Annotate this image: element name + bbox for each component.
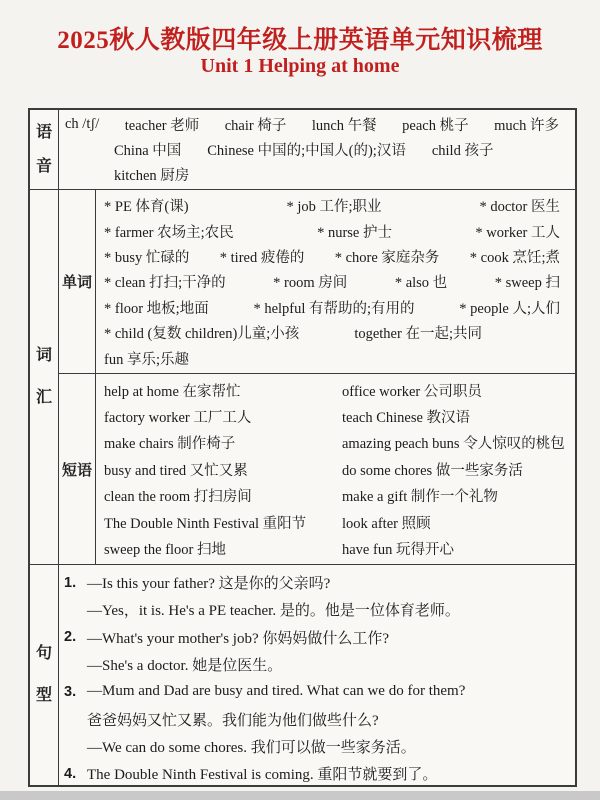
- row-phonics: [30, 110, 575, 189]
- subrow-phrases: [59, 373, 575, 564]
- sentence-line: The Double Ninth Festival is coming. 重阳节就要到了。: [87, 767, 438, 784]
- sentence-line-row: [64, 569, 567, 596]
- word-line: [104, 218, 560, 243]
- row-sentences: [30, 564, 575, 785]
- phrase-row: [104, 535, 565, 561]
- phrase-row: [104, 403, 565, 429]
- sentence-number: 4.: [64, 765, 77, 782]
- phrase-item: busy and tired 又忙又累: [104, 462, 248, 479]
- phrase-row: [104, 377, 565, 403]
- sentence-item: [64, 760, 567, 785]
- word-item: * room 房间: [273, 275, 348, 292]
- phonics-lead: ch /tʃ/: [65, 116, 100, 132]
- phonics-item: peach 桃子: [402, 118, 469, 134]
- phrase-row: [104, 509, 565, 535]
- phrase-item: make a gift 制作一个礼物: [342, 489, 498, 506]
- word-item: * chore 家庭杂务: [334, 249, 440, 266]
- word-item: * busy 忙碌的: [104, 249, 190, 266]
- page-subtitle: Unit 1 Helping at home: [200, 55, 400, 77]
- phrase-item: have fun 玩得开心: [342, 542, 454, 559]
- phrase-item: The Double Ninth Festival 重阳节: [104, 515, 307, 532]
- phrase-row: [104, 483, 565, 509]
- word-item: * nurse 护士: [317, 224, 392, 241]
- sentence-item: [64, 624, 567, 679]
- row-label-vocab-text: 词汇: [35, 347, 52, 406]
- page-title: 2025秋人教版四年级上册英语单元知识梳理: [57, 27, 543, 54]
- phonics-item: much 许多: [494, 118, 559, 134]
- word-line: [104, 320, 560, 345]
- word-line: [104, 244, 560, 269]
- phonics-item: kitchen 厨房: [114, 168, 190, 184]
- sentence-line-row: [64, 678, 567, 705]
- word-item: * sweep 扫: [494, 275, 560, 292]
- phrase-item: sweep the floor 扫地: [104, 542, 227, 559]
- bottom-strip: [0, 791, 600, 800]
- phrase-item: clean the room 打扫房间: [104, 489, 252, 506]
- word-item: * people 人;人们: [459, 300, 560, 317]
- word-item: * floor 地板;地面: [104, 300, 209, 317]
- row-label-vocab: [30, 190, 59, 564]
- sentence-line: —What's your mother's job? 你妈妈做什么工作?: [87, 630, 390, 647]
- word-line: [104, 193, 560, 218]
- phrase-row: [104, 430, 565, 456]
- sentence-line: —She's a doctor. 她是位医生。: [87, 658, 283, 675]
- word-item: * tired 疲倦的: [219, 249, 305, 266]
- row-label-sentences: [30, 565, 59, 785]
- phrase-item: make chairs 制作椅子: [104, 436, 236, 453]
- subrow-words: [59, 190, 575, 373]
- word-item: fun 享乐;乐趣: [104, 351, 189, 368]
- phonics-item: teacher 老师: [124, 118, 200, 134]
- sentence-line-row: [64, 596, 567, 623]
- sentence-line-row: [64, 733, 567, 760]
- word-line: [104, 269, 560, 294]
- word-item: * cook 烹饪;煮: [469, 249, 560, 266]
- word-item: * worker 工人: [475, 224, 560, 241]
- word-item: * PE 体育(课): [104, 199, 189, 216]
- sentence-line: 爸爸妈妈又忙又累。我们能为他们做些什么?: [87, 712, 379, 729]
- knowledge-table: [28, 108, 577, 787]
- sentence-line-row: [64, 760, 567, 785]
- sentence-line: —Mum and Dad are busy and tired. What can we do for them?: [87, 683, 466, 700]
- row-label-phonics: [30, 110, 59, 189]
- word-item: * doctor 医生: [479, 199, 560, 216]
- sentence-number: 3.: [64, 683, 77, 700]
- phonics-line: [65, 112, 559, 137]
- phonics-item: lunch 午餐: [311, 118, 377, 134]
- phrase-item: office worker 公司职员: [342, 383, 482, 400]
- vocab-inner: [59, 190, 575, 564]
- phrase-item: look after 照顾: [342, 515, 431, 532]
- word-item: * farmer 农场主;农民: [104, 224, 234, 241]
- row-label-phonics-text: 语音: [35, 123, 52, 175]
- subrow-label-words: 单词: [59, 190, 96, 373]
- word-line: [104, 295, 560, 320]
- phrase-item: teach Chinese 教汉语: [342, 410, 471, 427]
- phonics-content: [59, 110, 575, 189]
- word-item: * clean 打扫;干净的: [104, 275, 226, 292]
- sentence-item: [64, 569, 567, 624]
- phonics-item: chair 椅子: [224, 118, 287, 134]
- row-label-sentences-text: 句型: [35, 645, 52, 704]
- sentence-line: —Yes，it is. He's a PE teacher. 是的。他是一位体育老师。: [87, 603, 460, 620]
- sentences-content: [59, 565, 575, 785]
- sentence-line-row: [64, 624, 567, 651]
- phrase-row: [104, 456, 565, 482]
- phonics-item: Chinese 中国的;中国人(的);汉语: [207, 143, 406, 159]
- phrase-item: help at home 在家帮忙: [104, 383, 241, 400]
- sentence-number: 2.: [64, 629, 77, 646]
- word-item: * helpful 有帮助的;有用的: [253, 300, 415, 317]
- sentence-line-row: [64, 651, 567, 678]
- word-line: [104, 345, 560, 370]
- word-item: * job 工作;职业: [286, 199, 382, 216]
- phonics-item: China 中国: [114, 143, 182, 159]
- phonics-line: [65, 162, 559, 187]
- row-vocab: [30, 189, 575, 564]
- word-item: * also 也: [394, 275, 448, 292]
- sentence-number: 1.: [64, 574, 77, 591]
- phonics-item: child 孩子: [431, 143, 494, 159]
- sentence-line: —We can do some chores. 我们可以做一些家务活。: [87, 739, 416, 756]
- word-item: together 在一起;共同: [354, 326, 482, 343]
- phrase-item: factory worker 工厂工人: [104, 410, 252, 427]
- subrow-label-phrases: 短语: [59, 374, 96, 564]
- phonics-line: [65, 137, 559, 162]
- words-content: [96, 190, 575, 373]
- phrases-content: [96, 374, 575, 564]
- phrase-item: do some chores 做一些家务活: [342, 462, 523, 479]
- phrase-item: amazing peach buns 令人惊叹的桃包: [342, 436, 565, 453]
- word-item: * child (复数 children)儿童;小孩: [104, 326, 300, 343]
- sentence-line-row: [64, 705, 567, 732]
- sentence-item: [64, 678, 567, 760]
- sentence-line: —Is this your father? 这是你的父亲吗?: [87, 576, 331, 593]
